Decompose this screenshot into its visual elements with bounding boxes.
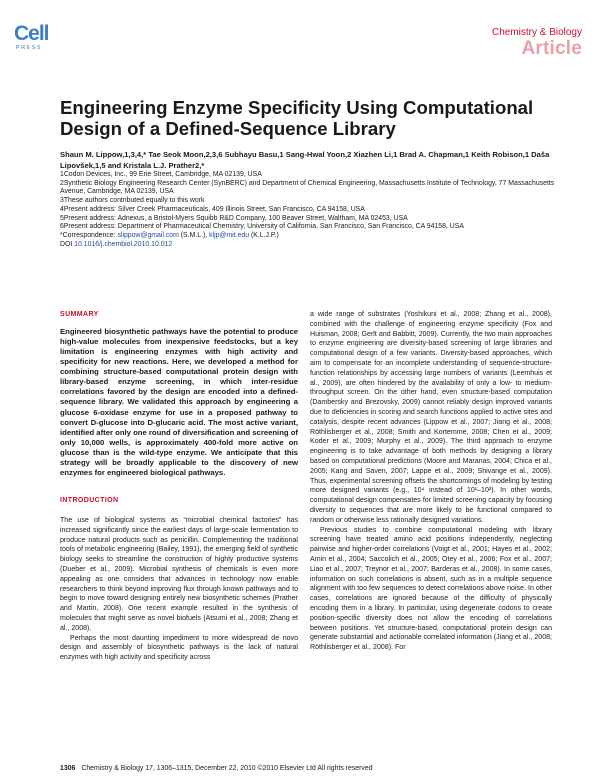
affiliation-2: 2Synthetic Biology Engineering Research Center (SynBERC) and Department of Chemical Engineering, Massachusetts Institute of Technology, 77 Massachusetts Avenue, Cambridge, MA 02139, USA (60, 179, 555, 196)
author-list: Shaun M. Lippow,1,3,4,* Tae Seok Moon,2,3,6 Subhayu Basu,1 Sang-Hwal Yoon,2 Xiazhen Li,1 Brad A. Chapman,1 Keith Robison,1 Daša Lipovšek,1,5 and Kristala L.J. Prather2,* (60, 150, 550, 170)
doi-link[interactable]: 10.1016/j.chembiol.2010.10.012 (74, 240, 173, 248)
article-type: Article (521, 38, 582, 59)
cell-press-logo (14, 22, 49, 51)
affiliation-4: 4Present address: Silver Creek Pharmaceuticals, 409 Illinois Street, San Francisco, CA 94158, USA (60, 205, 365, 213)
logo-press: PRESS (15, 45, 43, 51)
doi (60, 241, 580, 250)
summary-text: Engineered biosynthetic pathways have the potential to produce high-value molecules from inexpensive feedstocks, but a key limitation is engineering enzymes with high activity and specificity for new reactions. Here, we developed a method for combining structure-based computational protein design with library-based enzyme screening, in which inter-residue correlations favored by the design are encoded into a defined-sequence library. We validated this approach by engineering a glucose 6-oxidase enzyme for use in a proposed pathway to convert D-glucose into D-glucaric acid. The most active variant, identified after only one round of diversification and screening of only 10,000 wells, is approximately 400-fold more active on glucose than is the wild-type enzyme. We anticipate that this strategy will be broadly applicable to the discovery of new enzymes for engineered biological pathways. (60, 326, 298, 478)
journal-name: Chemistry & Biology (491, 27, 582, 38)
footer-citation: Chemistry & Biology 17, 1306–1315, December 22, 2010 ©2010 Elsevier Ltd All rights reserved (81, 765, 373, 772)
email-link-1[interactable]: slippow@gmail.com (117, 231, 179, 239)
affiliation-1: 1Codon Devices, Inc., 99 Erie Street, Cambridge, MA 02139, USA (60, 171, 262, 178)
logo-name: Cell (14, 22, 49, 45)
intro-paragraph-1: The use of biological systems as “microbial chemical factories” has increased significantly since the earliest days of large-scale fermentation to produce natural products such as penicillin. Complementing the traditional tools of metabolic engineering (Bailey, 1991), the emerging field of synthetic biology seeks to streamline the construction of highly productive systems (Dueber et al., 2009). Microbial synthesis of chemicals is even more appealing as one considers that advances in technology now enable researchers to think beyond improving flux through known pathways and to begin to move toward designing entirely new biosynthetic schemes (Prather and Martin, 2008). One recent example resulted in the synthesis of molecules that might serve as novel biofuels (Atsumi et al., 2008; Zhang et al., 2008). (60, 517, 298, 632)
affiliation-3: 3These authors contributed equally to this work (60, 197, 205, 205)
affiliation-6: 6Present address: Department of Pharmaceutical Chemistry, University of California, San Francisco, San Francisco, CA 94158, USA (60, 223, 464, 231)
right-column (310, 310, 552, 653)
summary-heading: SUMMARY (60, 311, 99, 318)
introduction-heading: INTRODUCTION (60, 497, 119, 505)
correspondence (60, 232, 580, 241)
right-paragraph-1: a wide range of substrates (Yoshikuni et al., 2008; Zhang et al., 2008), combined with the challenge of engineering enzyme specificity (Fox and Huisman, 2008; Gerlt and Babbitt, 2009). Currently, the two main approaches to enzyme engineering are diversity-based screening of large libraries and computational design of a few variants. Diversity-based approaches, which aim to compensate for an incomplete understanding of sequence-structure-function relationships by accessing large numbers of variants (Leemhuis et al., 2009), are often hindered by the availability of only a low- to medium-throughput screen. On the other hand, even structure-based computation (Dambersky and Brezovsky, 2009) cannot reliably design improved variants due to deficiencies in scoring and search functions applied to active sites and catalysis, despite recent advances (Lippow et al., 2007; Jiang et al., 2008; Röthlisberger et al., 2008; Smith and Kortemme, 2008; Chen et al., 2009; Koder et al., 2009; Murphy et al., 2009). The third approach to enzyme engineering is to take advantage of both methods by designing a library based on computational predictions (Moore and Maranas, 2004; Chica et al., 2005; Kang and Saven, 2007; Lappe et al., 2009; Shivange et al., 2009). Thus, experimental screening offsets the shortcomings of modeling by testing more designed variants (e.g., 10⁴ instead of 10¹–10²). In other words, computational design compensates for limited screening capacity by focusing diversity to sequences that are more likely to be functional compared to random or otherwise less rationally designed variations. (310, 311, 552, 524)
intro-paragraph-2: Perhaps the most daunting impediment to more widespread de novo design and assembly of biosynthetic pathways is the lack of natural enzymes with high activity and specificity across (60, 634, 298, 662)
doi-label: DOI (60, 240, 75, 248)
correspondence-end: (K.L.J.P.) (249, 231, 279, 239)
affiliations (60, 171, 580, 249)
page-footer (60, 765, 373, 772)
left-column (60, 310, 298, 663)
right-paragraph-2: Previous studies to combine computational modeling with library screening have treated amino acid positions independently, neglecting pairwise and higher-order correlations (Voigt et al., 2001; Hayes et al., 2002; Amin et al., 2004; Saccolich et al., 2005; Otey et al., 2006; Fox et al., 2007; Liao et al., 2007; Treynor et al., 2007; Barderas et al., 2008). In some cases, information on such correlations is absent, such as in a multiple sequence alignment with too few sequences to detect correlations above noise. In other cases, correlations are ignored because of the difficulty of physically encoding them in a library. In particular, using degenerate codons to create position-specific diversity does not allow the encoding of correlations between positions. Yet structure-based, computational protein design can generate substantial and actionable correlated information (Jiang et al., 2008; Röthlisberger et al., 2008). For (310, 526, 552, 652)
affiliation-5: 5Present address: Adnexus, a Bristol-Myers Squibb R&D Company, 100 Beaver Street, Waltham, MA 02453, USA (60, 214, 408, 222)
paper-title: Engineering Enzyme Specificity Using Computational Design of a Defined-Sequence Library (60, 97, 534, 139)
correspondence-label: *Correspondence: (60, 231, 118, 239)
journal-header (492, 27, 582, 59)
correspondence-mid: (S.M.L.), (178, 231, 210, 239)
page-number: 1306 (60, 765, 76, 772)
email-link-2[interactable]: kljp@mit.edu (209, 231, 250, 239)
